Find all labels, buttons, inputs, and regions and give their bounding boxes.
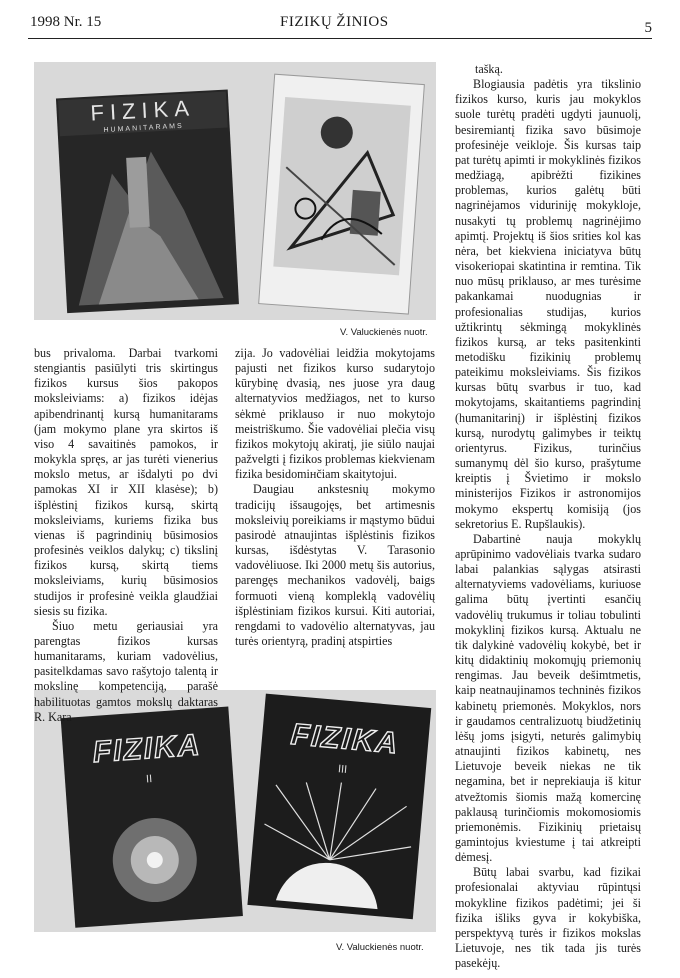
book1-title: FIZIKA xyxy=(89,95,196,126)
book2-title: FIZIKA xyxy=(91,728,203,770)
page-number: 5 xyxy=(644,20,652,36)
article-column-1 xyxy=(34,346,218,725)
photo-1-illustration xyxy=(34,62,436,320)
paragraph: Blogiausia padėtis yra tikslinio fizikos kurso, kuris jau mokyklos suole turėtų pradėti ugdyti jaunuolį, besiremiantį fizika savo būsimoje profesinėje veikloje. Šis kursas taip pat turėtų apimti ir mokyklinės fizikos medžiagą, apibrėžti fizikines problemas, kurios galėtų būti nagrinėjamos viduriniję mokykloje, nusakyti tų problemų nagrinėjimo apimtį. Projektų iš šios srities kol kas nėra, bet kiekviena iniciatyva būtų visokeriopai skatintina ir remtina. Tik nuo mūsų priklauso, ar mes turėsime pakankamai nuodugnias ir profesionalias studijas, kurios užtikrintų sėkmingą mokyklinės fizikos kursą, ar teks pasitenkinti metodišku fizikinių problemų pateikimu moksleiviams. Šis fizikos kursas būtų svarbus ir tuo, kad mokytojams, skaitantiems pagrindinį (humanitarinį) ir išplėstinį fizikos kursą, nurodytų galimybes ir teiktų orientyrus. Fizikus, turinčius sumanymų dėl šio kurso, prašytume kreiptis į Švietimo ir mokslo ministerijos Fizikos ir astronomijos mokymo ekspertų komisiją (jos sekretorius E. Rupšlaukis). xyxy=(455,77,641,531)
paragraph: Būtų labai svarbu, kad fizikai profesionalai aktyviau rūpintųsi mokykline fizikos padėtimi; jei ši fizika išliks gyva ir kokybiška, perspektyvą turės ir fizikos mokslas Lietuvoje, nes tik tada jis turės pasekėjų. xyxy=(455,865,641,971)
paragraph: Daugiau ankstesnių mokymo tradicijų išsaugojęs, bet artimesnis moksleivių poreikiams ir mąstymo būdui pasirodė atnaujintas išplėstinis fizikos kursas, išdėstytas V. Tarasonio vadovėliuose. Iki 2000 metų šis autorius, parengęs mechanikos vadovėlį, baigs formuoti vieną kompleklą vadovėlių išplėstiniam fizikos kursui. Kiti autoriai, rengdami to vadovėlio alternatyvas, jau turės orientyrą, pradinį atspirties xyxy=(235,482,435,648)
issue-label: 1998 Nr. 15 xyxy=(30,14,102,30)
paragraph: Šiuo metu geriausiai yra parengtas fizikos kursas humanitarams, kuriam vadovėlius, pasitelkdamas savo rašytojo talentą ir mokslinę kompetenciją, parašė habilituotas gamtos mokslų daktaras R. Kara- xyxy=(34,618,218,724)
header-rule xyxy=(28,38,652,39)
article-column-3 xyxy=(455,62,641,971)
photo-1-caption: V. Valuckienės nuotr. xyxy=(340,327,428,338)
journal-title: FIZIKŲ ŽINIOS xyxy=(280,14,389,30)
photo-2-caption: V. Valuckienės nuotr. xyxy=(336,942,424,953)
photo-textbooks-humanitarams xyxy=(34,62,436,320)
book3-volume: III xyxy=(337,763,348,776)
article-column-2 xyxy=(235,346,435,649)
paragraph: Dabartinė nauja mokyklų aprūpinimo vadovėliais tvarka sudaro labai palankias sąlygas atsirasti alternatyviems vadovėliams, kuriuose galima būtų įvertinti esančių vadovėlių trukumus ir toliau tobulinti mokyklinį fizikos kursą. Aktualu ne tik dalykinė vadovėlių kokybė, bet ir kitų didaktinių mokomųjų priemonių rengimas. Jau beveik dešimtmetis, kaip neatnaujinamos techninės fizikos kabinetų priemonės. Mokyklos, nors ir gaudamos centralizuotų biudžetinių lėšų joms įsigyti, neturės galimybių atnaujinti fizikos kabinetų, nes Lietuvoje beveik niekas ne tik negamina, bet ir neprekiauja iš kitur atvežtomis šiomis mažą komercinę paklausą turinčiomis mokomosiomis priemonėmis. Fizikinių prietaisų gamintojus kviestume į tai atkreipti dėmesį. xyxy=(455,531,641,865)
paragraph: zija. Jo vadovėliai leidžia mokytojams pajusti net fizikos kurso sudarytojo kūrybinę dvasią, nes juose yra daug alternatyvios medžiagos, net to kurso sėkmė priklauso ir nuo mokytojo meistriškumo. Šie vadovėliai plečia visų fizikos mokytojų akiratį, jie siūlo naujai pažvelgti į fizikos problemas kiekvienam fizika besidomінčiam skaitytojui. xyxy=(235,346,435,482)
paragraph: tašką. xyxy=(475,62,503,76)
book2-volume: II xyxy=(145,773,153,786)
photo-2-illustration xyxy=(34,690,436,932)
paragraph: bus privaloma. Darbai tvarkomi stengiantis pasiūlyti tris skirtingus fizikos kursus šios pakopos moksleiviams: a) fizikos idėjas apibendrinantį kursą humanitarams (jam mokymo plane yra skirtos iš viso 4 savaitinės pamokos, ir mokykla spręs, ar jas turėti vienerius mokslo metus, ar išdalyti po dvi pamokas XI ir XII klasėse); b) išplėstinį fizikos kursą, skirtą moksleiviams, kuriems fizika bus vienas iš pagrindinių būsimosios profesinės veiklos dalykų; c) tikslinį fizikos kursą, skirtą tiems moksleiviams, kurių būsimosios studijos ir profesinė veikla glaudžiai siesis su fizika. xyxy=(34,346,218,618)
book3-title: FIZIKA xyxy=(289,718,401,761)
book1-subtitle: HUMANITARAMS xyxy=(103,122,184,135)
photo-textbooks-fizika xyxy=(34,690,436,932)
